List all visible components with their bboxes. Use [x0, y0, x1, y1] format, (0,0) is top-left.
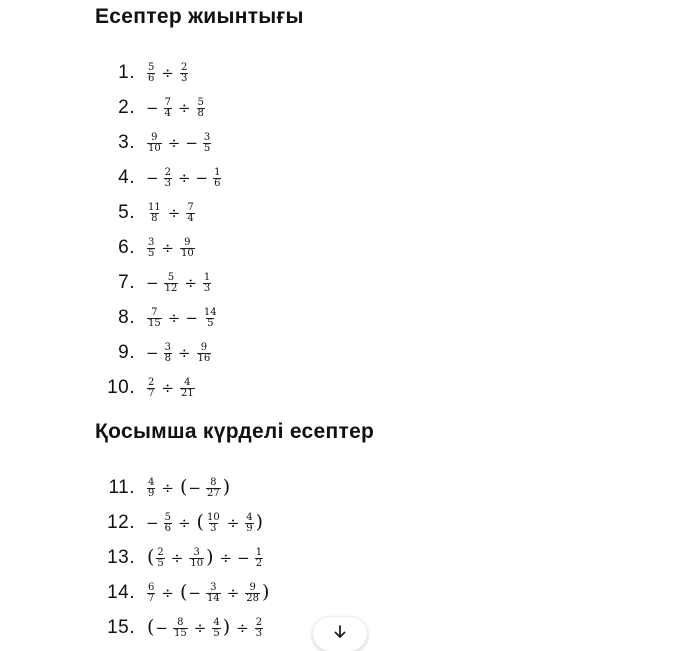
division-sign: ÷ [236, 619, 249, 637]
denominator: 8 [164, 352, 171, 364]
problem-number: 14. [107, 582, 135, 603]
numerator: 5 [167, 271, 175, 283]
denominator: 3 [210, 522, 217, 534]
numerator: 4 [184, 376, 191, 388]
denominator: 10 [180, 247, 194, 259]
denominator: 28 [246, 592, 259, 604]
denominator: 21 [180, 387, 194, 399]
denominator: 2 [255, 557, 263, 569]
numerator: 10 [206, 511, 220, 523]
minus-sign: − [146, 169, 159, 187]
denominator: 10 [190, 557, 204, 569]
problem-expression [146, 373, 196, 403]
division-sign: ÷ [184, 274, 197, 292]
denominator: 7 [148, 592, 155, 604]
numerator: 6 [148, 581, 155, 593]
numerator: 11 [148, 201, 161, 213]
numerator: 1 [203, 271, 211, 283]
fraction [180, 63, 188, 84]
denominator: 3 [255, 627, 263, 639]
problem-expression [146, 473, 231, 503]
division-sign: ÷ [177, 169, 191, 187]
fraction [147, 238, 155, 259]
problem-number: 1. [118, 62, 135, 83]
minus-sign: − [146, 99, 159, 117]
numerator: 1 [255, 546, 263, 558]
numerator: 5 [164, 511, 171, 523]
problem-expression [146, 198, 196, 228]
numerator: 3 [210, 581, 217, 593]
numerator: 9 [249, 581, 256, 593]
division-sign: ÷ [170, 549, 184, 567]
minus-sign: − [237, 549, 250, 567]
problem-number: 11. [108, 477, 135, 498]
division-sign: ÷ [226, 584, 240, 602]
problem-expression [146, 508, 264, 538]
fraction [213, 168, 221, 189]
problem-number: 8. [118, 307, 135, 328]
fraction [203, 308, 218, 329]
fraction [197, 343, 212, 364]
division-sign: ÷ [167, 309, 181, 327]
minus-sign: − [188, 479, 201, 497]
problem-item [0, 58, 682, 88]
denominator: 3 [164, 177, 171, 189]
numerator: 9 [200, 341, 208, 353]
problem-expression [146, 58, 189, 88]
fraction [245, 513, 253, 534]
denominator: 4 [187, 212, 194, 224]
denominator: 5 [157, 557, 164, 569]
section-title-extra-problems: Қосымша күрделі есептер [95, 420, 375, 443]
parenthesis: ) [222, 476, 231, 498]
fraction [164, 98, 172, 119]
problem-item [0, 93, 682, 123]
division-sign: ÷ [161, 379, 174, 397]
denominator: 8 [151, 212, 158, 224]
problem-item [0, 373, 682, 403]
fraction [147, 478, 155, 499]
problem-expression [146, 268, 212, 298]
division-sign: ÷ [167, 204, 181, 222]
minus-sign: − [185, 309, 198, 327]
problem-expression [146, 303, 219, 333]
numerator: 7 [164, 96, 171, 108]
parenthesis: ) [206, 546, 214, 568]
denominator: 10 [148, 142, 161, 154]
problem-expression [146, 613, 264, 643]
problem-item [0, 163, 682, 193]
fraction [180, 238, 195, 259]
problem-number: 5. [118, 202, 135, 223]
minus-sign: − [195, 169, 209, 187]
numerator: 2 [180, 61, 188, 73]
fraction [180, 378, 195, 399]
fraction [147, 63, 155, 84]
problem-item [0, 338, 682, 368]
fraction [147, 378, 155, 399]
numerator: 3 [148, 236, 155, 248]
denominator: 16 [197, 352, 211, 364]
problem-number: 2. [118, 97, 135, 118]
denominator: 4 [164, 107, 171, 119]
fraction [197, 98, 205, 119]
denominator: 14 [206, 592, 220, 604]
division-sign: ÷ [177, 344, 191, 362]
problem-expression [146, 128, 212, 158]
fraction [164, 513, 172, 534]
fraction [206, 478, 221, 499]
division-sign: ÷ [177, 514, 191, 532]
numerator: 7 [187, 201, 194, 213]
fraction [255, 548, 263, 569]
fraction [186, 203, 194, 224]
problem-expression [146, 93, 206, 123]
denominator: 5 [148, 247, 155, 259]
scroll-down-button[interactable] [313, 617, 367, 651]
numerator: 1 [214, 166, 221, 178]
denominator: 15 [174, 627, 187, 639]
division-sign: ÷ [161, 64, 174, 82]
problem-number: 9. [118, 342, 135, 363]
parenthesis: ( [179, 476, 188, 498]
numerator: 4 [148, 476, 155, 488]
problem-number: 13. [107, 547, 135, 568]
numerator: 8 [210, 476, 217, 488]
problem-item [0, 128, 682, 158]
problem-number: 3. [118, 132, 135, 153]
numerator: 5 [148, 61, 155, 73]
fraction [206, 513, 221, 534]
denominator: 3 [203, 282, 211, 294]
numerator: 2 [157, 546, 164, 558]
division-sign: ÷ [219, 549, 233, 567]
denominator: 3 [180, 72, 188, 84]
denominator: 9 [246, 522, 253, 534]
problem-expression [146, 338, 212, 368]
problem-number: 12. [107, 512, 135, 533]
fraction [164, 168, 172, 189]
numerator: 9 [151, 131, 158, 143]
denominator: 15 [148, 317, 161, 329]
division-sign: ÷ [161, 584, 174, 602]
numerator: 5 [197, 96, 204, 108]
fraction [212, 618, 220, 639]
problem-item [0, 508, 682, 538]
parenthesis: ) [222, 616, 231, 638]
problem-number: 6. [118, 237, 135, 258]
problem-item [0, 543, 682, 573]
problem-number: 4. [118, 167, 135, 188]
problem-expression [146, 163, 222, 193]
fraction [156, 548, 164, 569]
numerator: 14 [203, 306, 217, 318]
denominator: 6 [214, 177, 221, 189]
problem-item [0, 233, 682, 263]
numerator: 4 [246, 511, 253, 523]
minus-sign: − [185, 134, 198, 152]
division-sign: ÷ [161, 479, 174, 497]
numerator: 4 [213, 616, 220, 628]
denominator: 5 [207, 317, 214, 329]
arrow-down-icon [332, 624, 348, 645]
fraction [189, 548, 204, 569]
fraction [147, 203, 162, 224]
division-sign: ÷ [167, 134, 181, 152]
denominator: 6 [148, 72, 155, 84]
division-sign: ÷ [226, 514, 240, 532]
parenthesis: ( [196, 511, 204, 533]
division-sign: ÷ [193, 619, 207, 637]
problem-item [0, 268, 682, 298]
numerator: 2 [164, 166, 171, 178]
problem-item [0, 473, 682, 503]
problem-item [0, 303, 682, 333]
parenthesis: ( [179, 581, 188, 603]
numerator: 2 [255, 616, 263, 628]
denominator: 7 [148, 387, 155, 399]
denominator: 5 [213, 627, 220, 639]
fraction [203, 273, 211, 294]
problem-expression [146, 578, 270, 608]
problem-number: 10. [107, 377, 135, 398]
numerator: 3 [203, 131, 211, 143]
parenthesis: ( [147, 546, 155, 568]
fraction [203, 133, 211, 154]
section-title-problems: Есептер жиынтығы [95, 5, 304, 28]
denominator: 12 [164, 282, 178, 294]
problem-item [0, 198, 682, 228]
minus-sign: − [155, 619, 168, 637]
denominator: 5 [203, 142, 211, 154]
parenthesis: ( [147, 616, 155, 638]
minus-sign: − [188, 584, 201, 602]
denominator: 27 [206, 487, 220, 499]
problem-number: 15. [107, 617, 135, 638]
fraction [147, 308, 162, 329]
parenthesis: ) [262, 581, 270, 603]
problem-expression [146, 233, 196, 263]
fraction [147, 583, 155, 604]
minus-sign: − [146, 274, 159, 292]
problem-item [0, 578, 682, 608]
division-sign: ÷ [177, 99, 191, 117]
parenthesis: ) [255, 511, 264, 533]
problem-expression [146, 543, 264, 573]
fraction [245, 583, 260, 604]
fraction [164, 273, 179, 294]
numerator: 9 [184, 236, 191, 248]
minus-sign: − [146, 514, 159, 532]
denominator: 6 [164, 522, 171, 534]
numerator: 3 [193, 546, 200, 558]
division-sign: ÷ [161, 239, 174, 257]
fraction [255, 618, 263, 639]
fraction [164, 343, 172, 364]
fraction [147, 133, 162, 154]
denominator: 9 [148, 487, 155, 499]
numerator: 2 [148, 376, 155, 388]
numerator: 3 [164, 341, 171, 353]
minus-sign: − [146, 344, 159, 362]
denominator: 8 [197, 107, 204, 119]
fraction [173, 618, 188, 639]
numerator: 7 [151, 306, 158, 318]
numerator: 8 [177, 616, 184, 628]
problem-number: 7. [118, 272, 135, 293]
fraction [206, 583, 221, 604]
